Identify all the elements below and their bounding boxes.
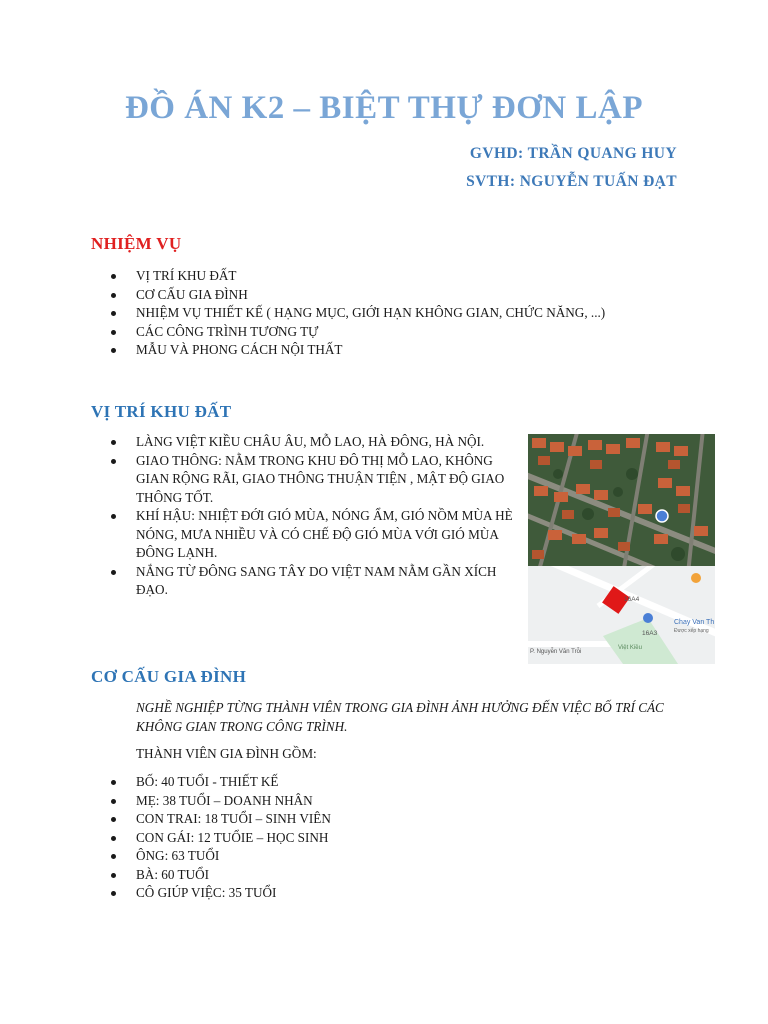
map-label-street-1: 16A4 (624, 596, 640, 603)
map-label-road: P. Nguyễn Văn Trỗi (530, 649, 582, 655)
list-item: GIAO THÔNG: NẰM TRONG KHU ĐÔ THỊ MỖ LAO, KHÔNG GIAN RỘNG RÃI, GIAO THÔNG THUẬN TIỆN , MẬT ĐỘ GIAO THÔNG TỐT. (108, 452, 518, 508)
map-label-place: Chay Van Th (674, 619, 715, 626)
satellite-map-image (528, 434, 715, 566)
supervisor-line: GVHD: TRẦN QUANG HUY (469, 145, 677, 162)
list-item: LÀNG VIỆT KIỀU CHÂU ÂU, MỖ LAO, HÀ ĐÔNG, HÀ NỘI. (108, 433, 518, 452)
list-co-cau (108, 773, 331, 903)
list-item: CON TRAI: 18 TUỔI – SINH VIÊN (108, 810, 331, 829)
list-nhiem-vu (108, 267, 605, 360)
list-item: MẸ: 38 TUỔI – DOANH NHÂN (108, 792, 331, 811)
family-note: NGHỀ NGHIỆP TỪNG THÀNH VIÊN TRONG GIA ĐÌNH ẢNH HƯỞNG ĐẾN VIỆC BỐ TRÍ CÁC KHÔNG GIAN TRONG CÔNG TRÌNH. (136, 700, 664, 734)
heading-nhiem-vu: NHIỆM VỤ (91, 234, 182, 253)
family-members-intro: THÀNH VIÊN GIA ĐÌNH GỒM: (136, 746, 317, 761)
page-title: ĐỒ ÁN K2 – BIỆT THỰ ĐƠN LẬP (124, 90, 644, 126)
list-item: MẪU VÀ PHONG CÁCH NỘI THẤT (108, 341, 605, 360)
list-item: KHÍ HẬU: NHIỆT ĐỚI GIÓ MÙA, NÓNG ẨM, GIÓ NỒM MÙA HÈ NÓNG, MƯA NHIỀU VÀ CÓ CHẾ ĐỘ GIÓ MÙA VỚI GIÓ MÙA ĐÔNG LẠNH. (108, 507, 518, 563)
list-item: NHIỆM VỤ THIẾT KẾ ( HẠNG MỤC, GIỚI HẠN KHÔNG GIAN, CHỨC NĂNG, ...) (108, 304, 605, 323)
list-item: BÀ: 60 TUỔI (108, 866, 331, 885)
list-item: ÔNG: 63 TUỔI (108, 847, 331, 866)
list-item: CON GÁI: 12 TUỔIE – HỌC SINH (108, 829, 331, 848)
list-item: CƠ CẤU GIA ĐÌNH (108, 286, 605, 305)
heading-co-cau: CƠ CẤU GIA ĐÌNH (91, 667, 247, 686)
heading-vi-tri: VỊ TRÍ KHU ĐẤT (91, 402, 232, 421)
list-item: VỊ TRÍ KHU ĐẤT (108, 267, 605, 286)
map-label-place-sub: Được xếp hạng (674, 628, 709, 634)
map-label-area: Việt Kiều (618, 645, 642, 651)
list-item: CÔ GIÚP VIỆC: 35 TUỔI (108, 884, 331, 903)
list-item: BỐ: 40 TUỔI - THIẾT KẾ (108, 773, 331, 792)
list-item: CÁC CÔNG TRÌNH TƯƠNG TỰ (108, 323, 605, 342)
map-label-street-2: 16A3 (642, 630, 658, 637)
list-item: NẮNG TỪ ĐÔNG SANG TÂY DO VIỆT NAM NẰM GẦN XÍCH ĐẠO. (108, 563, 518, 600)
street-map-image (528, 566, 715, 664)
list-vi-tri (108, 433, 518, 600)
student-line: SVTH: NGUYỄN TUẤN ĐẠT (466, 173, 677, 190)
